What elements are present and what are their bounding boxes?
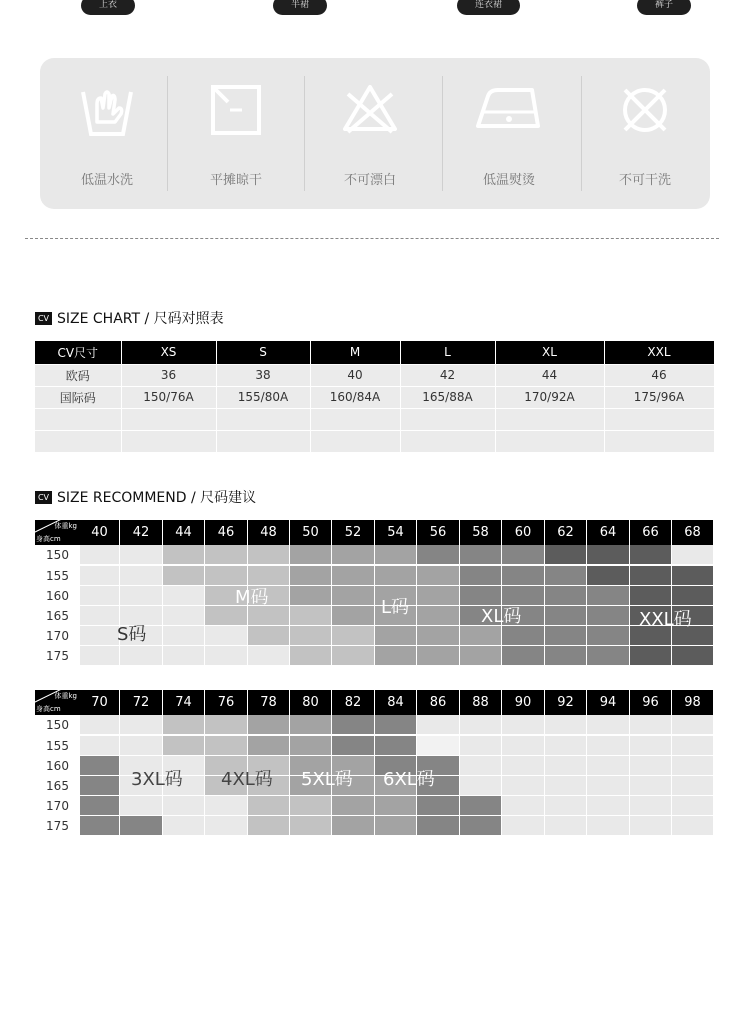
table-cell: 36 xyxy=(121,364,216,386)
weight-header-cell: 60 xyxy=(502,520,545,545)
size-zone-cell xyxy=(332,606,375,625)
size-zone-cell xyxy=(290,646,332,665)
size-zone-cell xyxy=(587,776,630,795)
weight-header-cell: 94 xyxy=(587,690,630,715)
table-cell: 国际码 xyxy=(35,386,121,408)
size-zone-cell xyxy=(163,606,205,625)
size-chart-table xyxy=(35,341,715,452)
size-zone-cell xyxy=(502,715,545,734)
care-instructions-panel xyxy=(40,58,710,209)
table-cell: 160/84A xyxy=(310,386,400,408)
size-zone-cell xyxy=(375,646,417,665)
weight-header-cell: 78 xyxy=(248,690,290,715)
size-zone-label: 6XL码 xyxy=(383,769,435,790)
table-cell xyxy=(400,408,495,430)
weight-header-cell: 70 xyxy=(80,690,120,715)
tab-tops[interactable]: 上衣 xyxy=(81,0,135,15)
corner-header xyxy=(35,690,80,715)
size-zone-cell xyxy=(672,586,714,605)
size-zone-cell xyxy=(460,736,502,755)
divider xyxy=(167,76,168,191)
size-zone-cell xyxy=(502,736,545,755)
size-zone-cell xyxy=(80,776,120,795)
section-title: SIZE CHART / 尺码对照表 xyxy=(57,311,224,327)
size-zone-cell xyxy=(630,586,672,605)
size-zone-cell xyxy=(545,715,587,734)
weight-header-cell: 84 xyxy=(375,690,417,715)
size-zone-cell xyxy=(163,796,205,815)
size-zone-cell xyxy=(375,736,417,755)
size-zone-cell xyxy=(502,816,545,835)
size-zone-cell xyxy=(290,566,332,585)
table-row xyxy=(35,386,714,408)
height-row-label: 150 xyxy=(46,718,69,732)
corner-header xyxy=(35,520,80,545)
weight-header-cell: 90 xyxy=(502,690,545,715)
table-cell: 欧码 xyxy=(35,364,121,386)
height-row-label: 150 xyxy=(46,548,69,562)
size-zone-cell xyxy=(417,586,460,605)
size-zone-label: M码 xyxy=(235,587,269,608)
size-zone-cell xyxy=(205,626,248,645)
weight-header-cell: 88 xyxy=(460,690,502,715)
size-zone-cell xyxy=(332,736,375,755)
table-cell xyxy=(35,430,121,452)
table-cell: 175/96A xyxy=(604,386,714,408)
size-zone-cell xyxy=(80,715,120,734)
size-zone-cell xyxy=(163,736,205,755)
size-zone-cell xyxy=(290,715,332,734)
height-axis-label: 身高cm xyxy=(36,535,61,543)
weight-header-cell: 76 xyxy=(205,690,248,715)
height-row-label: 170 xyxy=(46,799,69,813)
weight-axis-label: 体重kg xyxy=(54,692,77,700)
height-row-label: 160 xyxy=(46,759,69,773)
header-cell: S xyxy=(216,341,310,364)
size-zone-cell xyxy=(672,796,714,815)
size-zone-cell xyxy=(460,776,502,795)
table-cell: 38 xyxy=(216,364,310,386)
size-zone-cell xyxy=(460,816,502,835)
care-label: 平摊晾干 xyxy=(209,173,262,188)
size-zone-cell xyxy=(630,715,672,734)
size-zone-cell xyxy=(375,816,417,835)
size-zone-cell xyxy=(290,796,332,815)
size-zone-label: XXL码 xyxy=(639,609,692,630)
height-row-label: 155 xyxy=(46,739,69,753)
size-zone-cell xyxy=(417,545,460,564)
weight-header-cell: 92 xyxy=(545,690,587,715)
size-zone-cell xyxy=(120,796,163,815)
size-zone-cell xyxy=(502,796,545,815)
size-zone-cell xyxy=(80,796,120,815)
weight-header-cell: 68 xyxy=(672,520,714,545)
header-cell: L xyxy=(400,341,495,364)
table-cell xyxy=(216,408,310,430)
table-cell xyxy=(35,408,121,430)
size-zone-cell xyxy=(672,566,714,585)
size-zone-cell xyxy=(417,626,460,645)
size-zone-cell xyxy=(120,545,163,564)
size-zone-cell xyxy=(630,756,672,775)
table-cell xyxy=(216,430,310,452)
size-zone-cell xyxy=(332,816,375,835)
weight-header-cell: 44 xyxy=(163,520,205,545)
size-zone-label: 5XL码 xyxy=(301,769,353,790)
table-cell xyxy=(400,430,495,452)
table-cell xyxy=(121,408,216,430)
size-zone-cell xyxy=(587,626,630,645)
height-row-label: 155 xyxy=(46,569,69,583)
size-zone-cell xyxy=(205,715,248,734)
size-zone-cell xyxy=(417,796,460,815)
size-zone-cell xyxy=(587,796,630,815)
size-zone-cell xyxy=(587,756,630,775)
size-zone-cell xyxy=(672,545,714,564)
size-zone-cell xyxy=(545,736,587,755)
size-zone-cell xyxy=(332,715,375,734)
table-cell xyxy=(604,408,714,430)
size-zone-cell xyxy=(290,545,332,564)
height-row-label: 165 xyxy=(46,609,69,623)
size-zone-cell xyxy=(332,586,375,605)
weight-header-cell: 82 xyxy=(332,690,375,715)
size-zone-cell xyxy=(672,715,714,734)
weight-header-cell: 80 xyxy=(290,690,332,715)
size-zone-cell xyxy=(587,816,630,835)
size-zone-cell xyxy=(205,736,248,755)
size-zone-cell xyxy=(587,586,630,605)
size-zone-cell xyxy=(460,566,502,585)
size-zone-cell xyxy=(205,545,248,564)
size-zone-cell xyxy=(80,646,120,665)
height-axis-label: 身高cm xyxy=(36,705,61,713)
size-zone-cell xyxy=(545,796,587,815)
size-zone-cell xyxy=(587,715,630,734)
table-row xyxy=(35,364,714,386)
size-zone-cell xyxy=(545,626,587,645)
size-zone-label: L码 xyxy=(381,597,410,618)
size-zone-cell xyxy=(545,606,587,625)
size-zone-cell xyxy=(587,646,630,665)
weight-header-cell: 98 xyxy=(672,690,714,715)
height-row-label: 160 xyxy=(46,589,69,603)
size-zone-cell xyxy=(375,796,417,815)
size-zone-cell xyxy=(630,816,672,835)
size-zone-cell xyxy=(672,756,714,775)
care-label: 不可漂白 xyxy=(343,173,396,188)
recommend-grid-1 xyxy=(35,520,715,666)
size-zone-cell xyxy=(630,736,672,755)
table-cell: 40 xyxy=(310,364,400,386)
size-zone-cell xyxy=(417,736,460,755)
size-zone-cell xyxy=(545,646,587,665)
size-zone-cell xyxy=(545,776,587,795)
weight-header-cell: 62 xyxy=(545,520,587,545)
size-zone-cell xyxy=(290,586,332,605)
size-zone-cell xyxy=(502,776,545,795)
size-zone-cell xyxy=(120,816,163,835)
size-zone-cell xyxy=(375,715,417,734)
table-cell xyxy=(310,430,400,452)
size-zone-cell xyxy=(460,626,502,645)
tab-pants[interactable]: 裤子 xyxy=(637,0,691,15)
size-zone-cell xyxy=(163,626,205,645)
size-zone-cell xyxy=(120,736,163,755)
size-zone-cell xyxy=(630,545,672,564)
size-zone-cell xyxy=(630,566,672,585)
size-zone-cell xyxy=(545,545,587,564)
weight-header-cell: 56 xyxy=(417,520,460,545)
size-zone-cell xyxy=(630,796,672,815)
table-cell xyxy=(121,430,216,452)
size-zone-cell xyxy=(332,566,375,585)
tab-dresses[interactable]: 连衣裙 xyxy=(457,0,520,15)
size-zone-cell xyxy=(80,545,120,564)
size-zone-cell xyxy=(545,756,587,775)
size-zone-cell xyxy=(248,646,290,665)
size-zone-cell xyxy=(163,586,205,605)
no-dry-clean-icon xyxy=(617,82,673,138)
size-zone-cell xyxy=(248,736,290,755)
weight-header-cell: 64 xyxy=(587,520,630,545)
cv-logo: CV xyxy=(35,491,52,504)
size-zone-cell xyxy=(290,736,332,755)
size-zone-cell xyxy=(587,545,630,564)
size-zone-cell xyxy=(630,646,672,665)
size-zone-cell xyxy=(672,816,714,835)
table-row xyxy=(35,430,714,452)
header-cell: XL xyxy=(495,341,604,364)
size-zone-cell xyxy=(502,756,545,775)
weight-header-cell: 48 xyxy=(248,520,290,545)
dry-flat-icon xyxy=(208,82,264,138)
care-no-bleach xyxy=(303,58,437,209)
weight-header-cell: 46 xyxy=(205,520,248,545)
table-cell xyxy=(604,430,714,452)
size-zone-cell xyxy=(332,545,375,564)
size-zone-cell xyxy=(460,715,502,734)
size-zone-cell xyxy=(672,776,714,795)
size-zone-cell xyxy=(332,626,375,645)
table-cell xyxy=(495,430,604,452)
size-zone-cell xyxy=(460,796,502,815)
weight-header-cell: 50 xyxy=(290,520,332,545)
care-dry-flat xyxy=(169,58,303,209)
size-zone-cell xyxy=(460,646,502,665)
size-zone-cell xyxy=(163,715,205,734)
weight-header-cell: 86 xyxy=(417,690,460,715)
size-zone-cell xyxy=(332,646,375,665)
size-zone-cell xyxy=(417,816,460,835)
size-zone-cell xyxy=(80,756,120,775)
size-zone-label: XL码 xyxy=(481,606,522,627)
size-zone-cell xyxy=(163,816,205,835)
size-zone-cell xyxy=(80,816,120,835)
cv-logo: CV xyxy=(35,312,52,325)
tab-skirts[interactable]: 半裙 xyxy=(273,0,327,15)
height-row-label: 175 xyxy=(46,819,69,833)
size-zone-cell xyxy=(120,715,163,734)
size-zone-cell xyxy=(290,816,332,835)
size-zone-cell xyxy=(460,756,502,775)
size-zone-cell xyxy=(672,736,714,755)
size-zone-cell xyxy=(417,566,460,585)
weight-header-cell: 40 xyxy=(80,520,120,545)
size-zone-cell xyxy=(375,545,417,564)
care-label: 低温熨烫 xyxy=(482,173,535,188)
size-zone-cell xyxy=(417,606,460,625)
size-zone-cell xyxy=(205,796,248,815)
size-zone-cell xyxy=(163,566,205,585)
low-iron-icon xyxy=(474,82,544,132)
weight-header-cell: 58 xyxy=(460,520,502,545)
size-chart-heading xyxy=(35,310,224,326)
header-cell: M xyxy=(310,341,400,364)
size-zone-label: S码 xyxy=(117,624,147,645)
size-zone-cell xyxy=(375,626,417,645)
size-zone-label: 4XL码 xyxy=(221,769,273,790)
size-zone-cell xyxy=(290,626,332,645)
size-zone-cell xyxy=(587,606,630,625)
care-no-dry-clean xyxy=(578,58,712,209)
size-zone-cell xyxy=(248,816,290,835)
size-zone-cell xyxy=(80,736,120,755)
weight-header-cell: 96 xyxy=(630,690,672,715)
size-zone-cell xyxy=(248,715,290,734)
weight-axis-label: 体重kg xyxy=(54,522,77,530)
size-zone-cell xyxy=(545,586,587,605)
size-zone-cell xyxy=(248,626,290,645)
care-label: 不可干洗 xyxy=(618,173,671,188)
care-label: 低温水洗 xyxy=(80,173,133,188)
height-row-label: 165 xyxy=(46,779,69,793)
size-zone-cell xyxy=(80,626,120,645)
height-row-label: 175 xyxy=(46,649,69,663)
size-zone-cell xyxy=(545,816,587,835)
header-cell: XS xyxy=(121,341,216,364)
size-zone-cell xyxy=(502,566,545,585)
divider xyxy=(25,238,719,239)
header-cell: CV尺寸 xyxy=(35,341,121,364)
size-zone-cell xyxy=(417,715,460,734)
size-zone-cell xyxy=(163,646,205,665)
table-cell: 44 xyxy=(495,364,604,386)
size-zone-cell xyxy=(332,796,375,815)
size-zone-cell xyxy=(120,586,163,605)
table-cell: 46 xyxy=(604,364,714,386)
size-zone-cell xyxy=(417,646,460,665)
size-zone-cell xyxy=(630,776,672,795)
table-cell xyxy=(495,408,604,430)
table-cell xyxy=(310,408,400,430)
size-zone-cell xyxy=(248,545,290,564)
size-zone-cell xyxy=(120,646,163,665)
table-row xyxy=(35,408,714,430)
size-zone-cell xyxy=(502,626,545,645)
size-zone-cell xyxy=(205,646,248,665)
weight-header-cell: 74 xyxy=(163,690,205,715)
size-zone-label: 3XL码 xyxy=(131,769,183,790)
table-header-row xyxy=(35,341,714,364)
size-zone-cell xyxy=(248,796,290,815)
hand-wash-icon xyxy=(79,82,135,142)
size-zone-cell xyxy=(80,566,120,585)
recommend-grid-2 xyxy=(35,690,715,836)
weight-header-cell: 52 xyxy=(332,520,375,545)
table-cell: 170/92A xyxy=(495,386,604,408)
no-bleach-icon xyxy=(340,82,400,134)
height-row-label: 170 xyxy=(46,629,69,643)
table-cell: 155/80A xyxy=(216,386,310,408)
weight-header-cell: 66 xyxy=(630,520,672,545)
size-zone-cell xyxy=(587,736,630,755)
size-zone-cell xyxy=(80,586,120,605)
size-zone-cell xyxy=(460,545,502,564)
size-zone-cell xyxy=(502,646,545,665)
weight-header-cell: 54 xyxy=(375,520,417,545)
size-zone-cell xyxy=(163,545,205,564)
size-zone-cell xyxy=(80,606,120,625)
size-recommend-heading xyxy=(35,489,256,505)
size-zone-cell xyxy=(672,646,714,665)
section-title: SIZE RECOMMEND / 尺码建议 xyxy=(57,490,257,506)
size-zone-cell xyxy=(587,566,630,585)
size-zone-cell xyxy=(375,566,417,585)
care-low-iron xyxy=(442,58,576,209)
table-cell: 150/76A xyxy=(121,386,216,408)
care-hand-wash xyxy=(40,58,174,209)
table-cell: 165/88A xyxy=(400,386,495,408)
size-zone-cell xyxy=(120,566,163,585)
header-cell: XXL xyxy=(604,341,714,364)
size-zone-cell xyxy=(502,545,545,564)
size-zone-cell xyxy=(290,606,332,625)
size-zone-cell xyxy=(205,816,248,835)
size-zone-cell xyxy=(545,566,587,585)
table-cell: 42 xyxy=(400,364,495,386)
weight-header-cell: 72 xyxy=(120,690,163,715)
weight-header-cell: 42 xyxy=(120,520,163,545)
